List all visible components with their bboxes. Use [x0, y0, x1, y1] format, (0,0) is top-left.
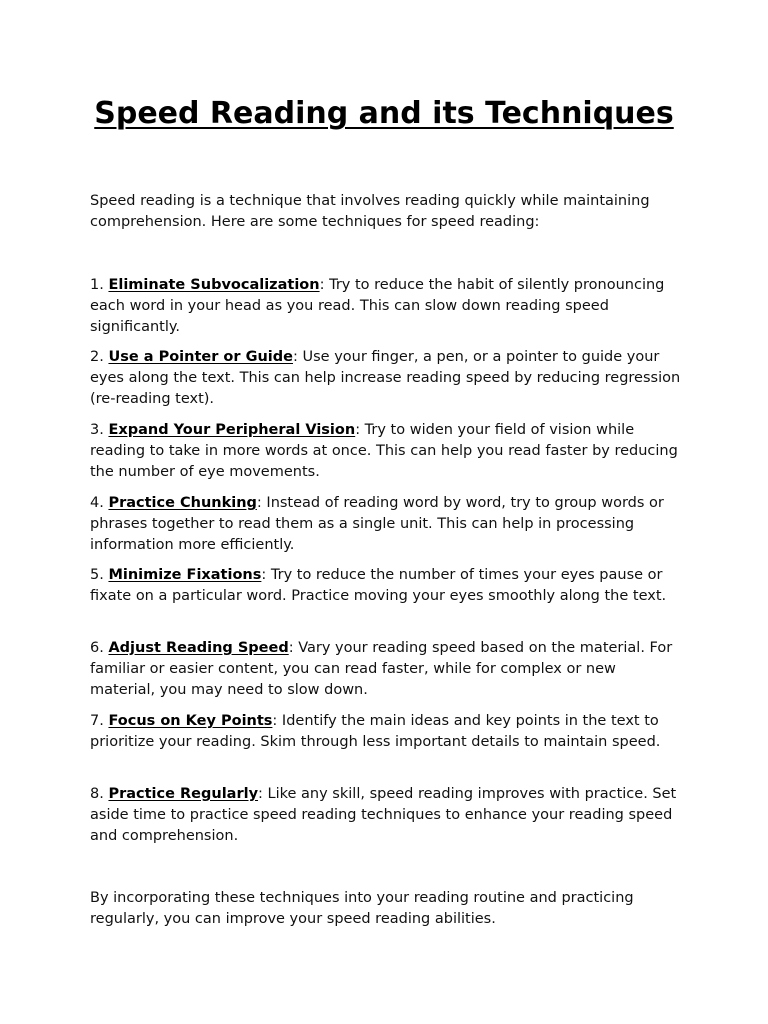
technique-item	[90, 275, 682, 337]
page-title: Speed Reading and its Techniques	[94, 96, 674, 131]
technique-description: : Try to reduce the habit of silently pronouncing each word in your head as you read. This can slow down reading speed significantly.	[90, 277, 665, 335]
technique-item	[90, 784, 682, 846]
technique-item	[90, 347, 682, 409]
technique-description: : Use your finger, a pen, or a pointer to guide your eyes along the text. This can help increase reading speed by reducing regression (re-reading text).	[90, 349, 681, 407]
technique-number: 7.	[90, 713, 104, 729]
technique-number: 8.	[90, 786, 104, 802]
intro-paragraph: Speed reading is a technique that involves reading quickly while maintaining comprehension. Here are some techniques for speed reading:	[90, 193, 650, 230]
technique-description: : Vary your reading speed based on the material. For familiar or easier content, you can read faster, while for complex or new material, you may need to slow down.	[90, 640, 673, 698]
technique-number: 6.	[90, 640, 104, 656]
technique-term: Adjust Reading Speed	[108, 640, 289, 656]
technique-description: : Try to reduce the number of times your eyes pause or fixate on a particular word. Practice moving your eyes smoothly along the text.	[90, 567, 667, 604]
technique-term: Expand Your Peripheral Vision	[108, 422, 356, 438]
technique-term: Use a Pointer or Guide	[108, 349, 293, 365]
technique-number: 1.	[90, 277, 104, 293]
technique-term: Practice Chunking	[108, 495, 257, 511]
technique-term: Minimize Fixations	[108, 567, 262, 583]
technique-item	[90, 638, 682, 700]
technique-number: 5.	[90, 567, 104, 583]
technique-term: Focus on Key Points	[108, 713, 273, 729]
technique-term: Practice Regularly	[108, 786, 259, 802]
technique-description: : Try to widen your field of vision while reading to take in more words at once. This can help you read faster by reducing the number of eye movements.	[90, 422, 678, 480]
technique-description: : Identify the main ideas and key points in the text to prioritize your reading. Skim through less important details to maintain speed.	[90, 713, 661, 750]
technique-item	[90, 565, 682, 607]
technique-number: 3.	[90, 422, 104, 438]
conclusion-paragraph: By incorporating these techniques into your reading routine and practicing regularly, you can improve your speed reading abilities.	[90, 890, 634, 927]
technique-term: Eliminate Subvocalization	[108, 277, 320, 293]
technique-number: 2.	[90, 349, 104, 365]
technique-item	[90, 420, 682, 482]
technique-item	[90, 493, 682, 555]
technique-item	[90, 711, 682, 753]
technique-description: : Instead of reading word by word, try to group words or phrases together to read them as a single unit. This can help in processing information more efficiently.	[90, 495, 664, 553]
technique-description: : Like any skill, speed reading improves with practice. Set aside time to practice speed reading techniques to enhance your reading speed and comprehension.	[90, 786, 677, 844]
technique-number: 4.	[90, 495, 104, 511]
